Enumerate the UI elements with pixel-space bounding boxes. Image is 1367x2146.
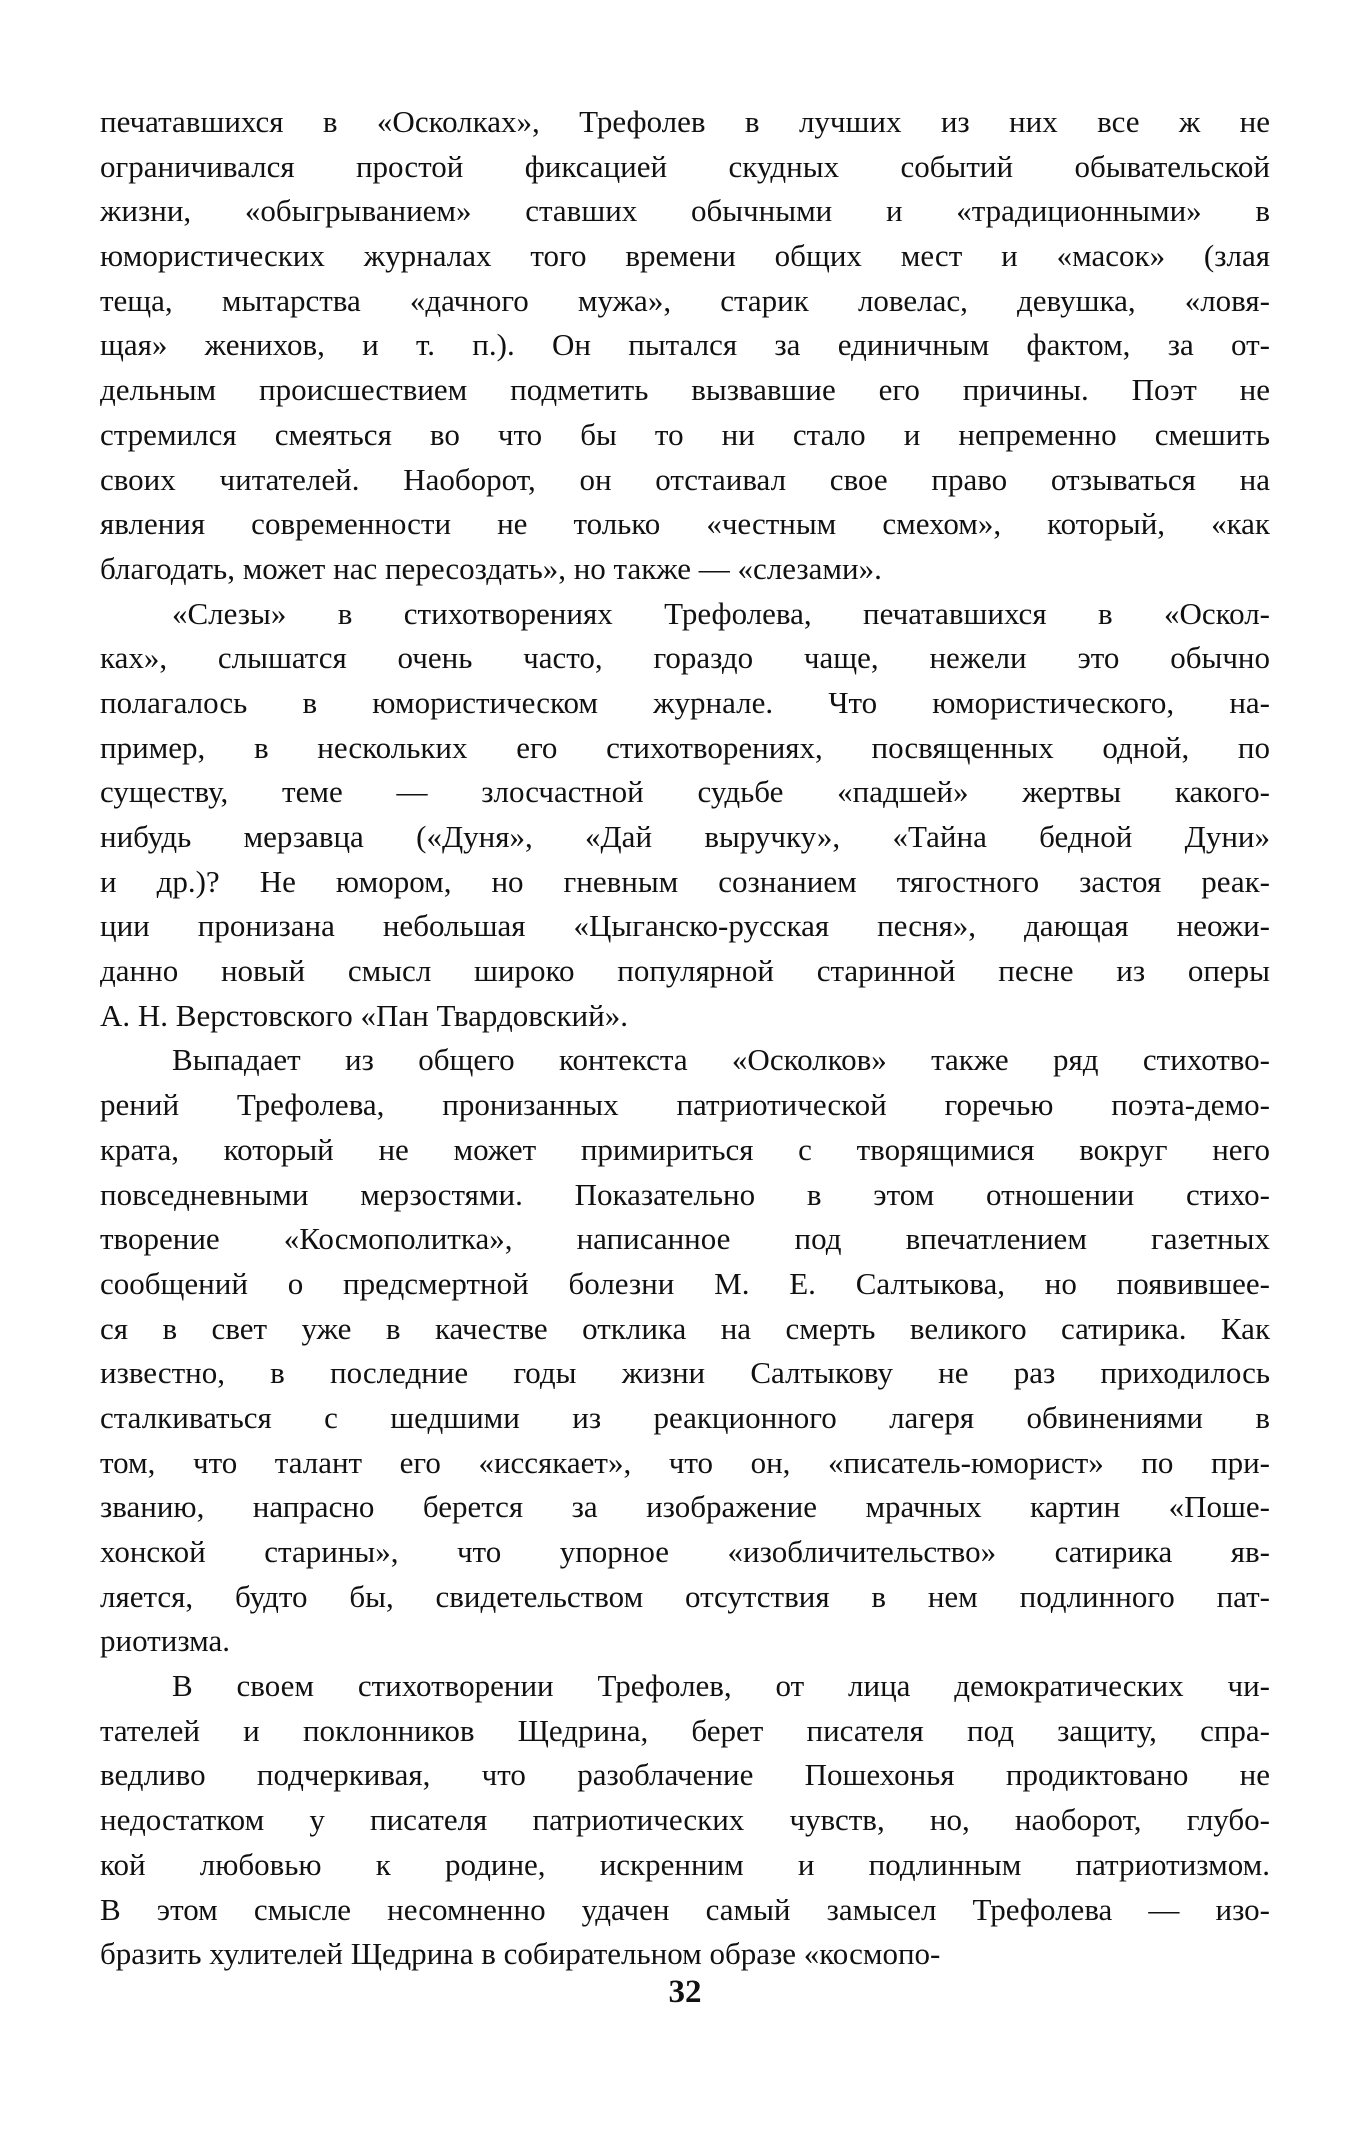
text-line: своих читателей. Наоборот, он отстаивал свое право отзываться на xyxy=(100,461,1270,497)
text-line: благодать, может нас пересоздать», но также — «слезами». xyxy=(100,550,882,586)
text-line: повседневными мерзостями. Показательно в этом отношении стихо- xyxy=(100,1176,1270,1212)
text-line: жизни, «обыгрыванием» ставших обычными и «традиционными» в xyxy=(100,193,1270,229)
text-line: В этом смысле несомненно удачен самый замысел Трефолева — изо- xyxy=(100,1891,1270,1927)
text-line: хонской старины», что упорное «изобличительство» сатирика яв- xyxy=(100,1534,1270,1569)
paragraph xyxy=(100,592,1270,1039)
text-line: данно новый смысл широко популярной старинной песне из оперы xyxy=(100,953,1270,989)
text-line: теща, мытарства «дачного мужа», старик ловелас, девушка, «ловя- xyxy=(100,282,1270,318)
text-line: творение «Космополитка», написанное под впечатлением газетных xyxy=(100,1221,1270,1257)
text-line: существу, теме — злосчастной судьбе «падшей» жертвы какого- xyxy=(100,774,1270,810)
text-line: званию, напрасно берется за изображение мрачных картин «Поше- xyxy=(100,1489,1270,1525)
text-line: А. Н. Верстовского «Пан Твардовский». xyxy=(100,997,628,1033)
text-line: В своем стихотворении Трефолев, от лица демократических чи- xyxy=(172,1668,1270,1704)
text-line: ся в свет уже в качестве отклика на смерть великого сатирика. Как xyxy=(100,1310,1270,1346)
page-number: 32 xyxy=(668,1974,702,2010)
text-line: рений Трефолева, пронизанных патриотической горечью поэта-демо- xyxy=(100,1087,1270,1123)
text-line: риотизма. xyxy=(100,1623,231,1659)
text-line: «Слезы» в стихотворениях Трефолева, печатавшихся в «Оскол- xyxy=(172,595,1270,631)
text-line: известно, в последние годы жизни Салтыкову не раз приходилось xyxy=(100,1355,1270,1391)
text-line: том, что талант его «иссякает», что он, «писатель-юморист» по при- xyxy=(100,1444,1270,1480)
text-line: недостатком у писателя патриотических чувств, но, наоборот, глубо- xyxy=(100,1802,1270,1838)
paragraph xyxy=(100,1664,1270,1977)
text-line: ограничивался простой фиксацией скудных событий обывательской xyxy=(100,148,1270,184)
text-line: ках», слышатся очень часто, гораздо чаще, нежели это обычно xyxy=(100,640,1270,676)
text-line: сталкиваться с шедшими из реакционного лагеря обвинениями в xyxy=(100,1399,1270,1435)
text-line: кой любовью к родине, искренним и подлинным патриотизмом. xyxy=(100,1846,1270,1882)
text-line: печатавшихся в «Осколках», Трефолев в лучших из них все ж не xyxy=(100,104,1270,139)
text-line: ляется, будто бы, свидетельством отсутствия в нем подлинного пат- xyxy=(100,1578,1270,1614)
text-line: бразить хулителей Щедрина в собирательном образе «космопо- xyxy=(100,1936,941,1972)
paragraph xyxy=(100,1038,1270,1664)
text-line: ции пронизана небольшая «Цыганско-русская песня», дающая неожи- xyxy=(100,908,1270,944)
text-line: дельным происшествием подметить вызвавшие его причины. Поэт не xyxy=(100,372,1270,408)
paragraph xyxy=(100,100,1270,592)
text-line: Выпадает из общего контекста «Осколков» также ряд стихотво- xyxy=(172,1042,1270,1078)
text-line: щая» женихов, и т. п.). Он пытался за единичным фактом, за от- xyxy=(100,327,1270,363)
text-line: юмористических журналах того времени общих мест и «масок» (злая xyxy=(100,238,1270,274)
text-line: пример, в нескольких его стихотворениях, посвященных одной, по xyxy=(100,729,1270,765)
text-line: явления современности не только «честным смехом», который, «как xyxy=(100,506,1270,542)
text-line: и др.)? Не юмором, но гневным сознанием тягостного застоя реак- xyxy=(100,863,1270,899)
text-line: сообщений о предсмертной болезни М. Е. Салтыкова, но появившее- xyxy=(100,1265,1270,1301)
text-line: полагалось в юмористическом журнале. Что юмористического, на- xyxy=(100,684,1270,720)
text-line: крата, который не может примириться с творящимися вокруг него xyxy=(100,1131,1270,1167)
text-line: ведливо подчеркивая, что разоблачение Пошехонья продиктовано не xyxy=(100,1757,1270,1793)
text-body xyxy=(100,100,1270,1977)
text-line: стремился смеяться во что бы то ни стало и непременно смешить xyxy=(100,416,1270,452)
text-line: тателей и поклонников Щедрина, берет писателя под защиту, спра- xyxy=(100,1712,1270,1748)
book-page xyxy=(100,100,1270,2060)
text-line: нибудь мерзавца («Дуня», «Дай выручку», «Тайна бедной Дуни» xyxy=(100,819,1270,854)
